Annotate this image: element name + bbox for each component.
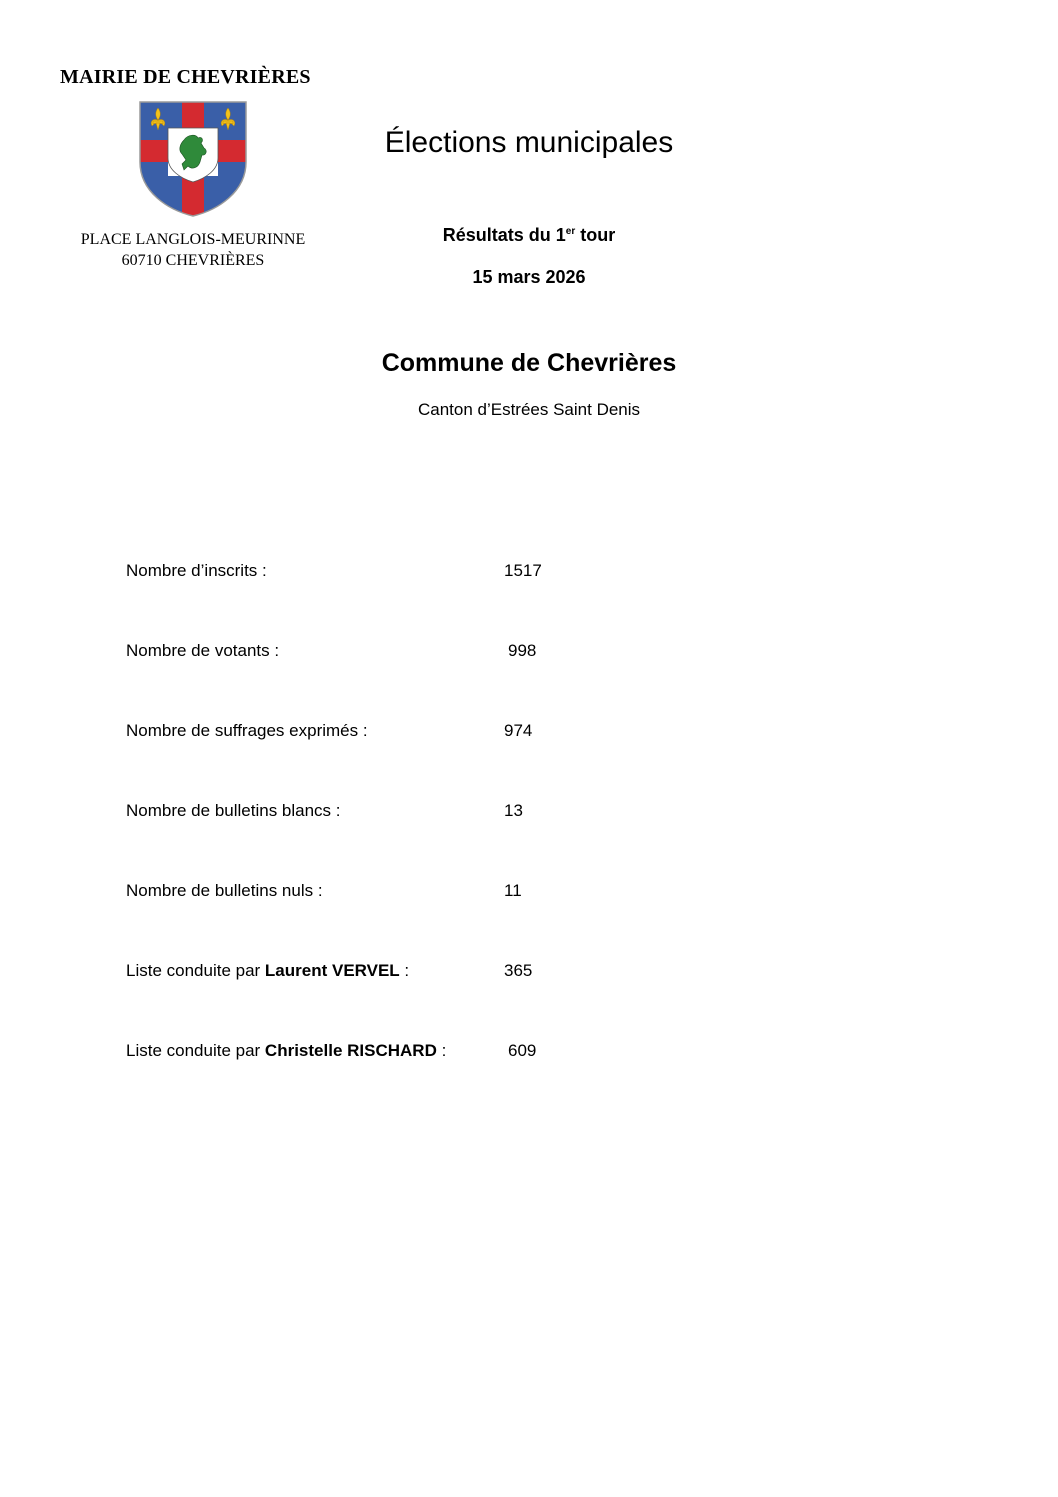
result-row-liste-vervel bbox=[126, 959, 646, 983]
result-row-blancs bbox=[126, 799, 646, 823]
result-value: 365 bbox=[504, 961, 533, 980]
label-prefix: Liste conduite par bbox=[126, 1041, 265, 1060]
result-value: 998 bbox=[508, 641, 537, 660]
address-city: 60710 CHEVRIÈRES bbox=[121, 252, 265, 269]
commune-name: Commune de Chevrières bbox=[381, 349, 677, 377]
label-suffix: : bbox=[399, 961, 410, 980]
result-row-nuls bbox=[126, 879, 646, 903]
result-value: 1517 bbox=[504, 561, 542, 580]
result-label: Nombre de suffrages exprimés : bbox=[126, 721, 368, 740]
election-title-text: Élections municipales bbox=[384, 126, 674, 159]
result-label bbox=[126, 959, 409, 983]
label-prefix: Liste conduite par bbox=[126, 961, 265, 980]
round-suffix: tour bbox=[575, 225, 616, 245]
election-title bbox=[0, 126, 1058, 160]
result-label bbox=[126, 1039, 446, 1063]
mairie-title: MAIRIE DE CHEVRIÈRES bbox=[60, 66, 311, 88]
result-row-exprimes bbox=[126, 719, 646, 743]
round-prefix: Résultats du 1 bbox=[442, 225, 566, 245]
round-superscript: er bbox=[565, 226, 576, 237]
result-value: 609 bbox=[508, 1041, 537, 1060]
result-row-votants bbox=[126, 639, 646, 663]
result-value: 11 bbox=[504, 881, 522, 900]
result-value: 13 bbox=[504, 801, 523, 820]
result-label: Nombre d’inscrits : bbox=[126, 561, 267, 580]
election-date: 15 mars 2026 bbox=[472, 267, 586, 287]
result-row-inscrits bbox=[126, 559, 646, 583]
address-street: PLACE LANGLOIS-MEURINNE bbox=[80, 231, 306, 248]
label-suffix: : bbox=[436, 1041, 447, 1060]
result-label: Nombre de bulletins blancs : bbox=[126, 801, 341, 820]
canton-name: Canton d’Estrées Saint Denis bbox=[417, 400, 641, 419]
result-row-liste-rischard bbox=[126, 1039, 646, 1063]
candidate-name: Laurent VERVEL bbox=[264, 961, 400, 980]
round-heading bbox=[0, 225, 1058, 246]
result-label: Nombre de votants : bbox=[126, 641, 280, 660]
candidate-name: Christelle RISCHARD bbox=[264, 1041, 437, 1060]
result-label: Nombre de bulletins nuls : bbox=[126, 881, 323, 900]
result-value: 974 bbox=[504, 721, 533, 740]
